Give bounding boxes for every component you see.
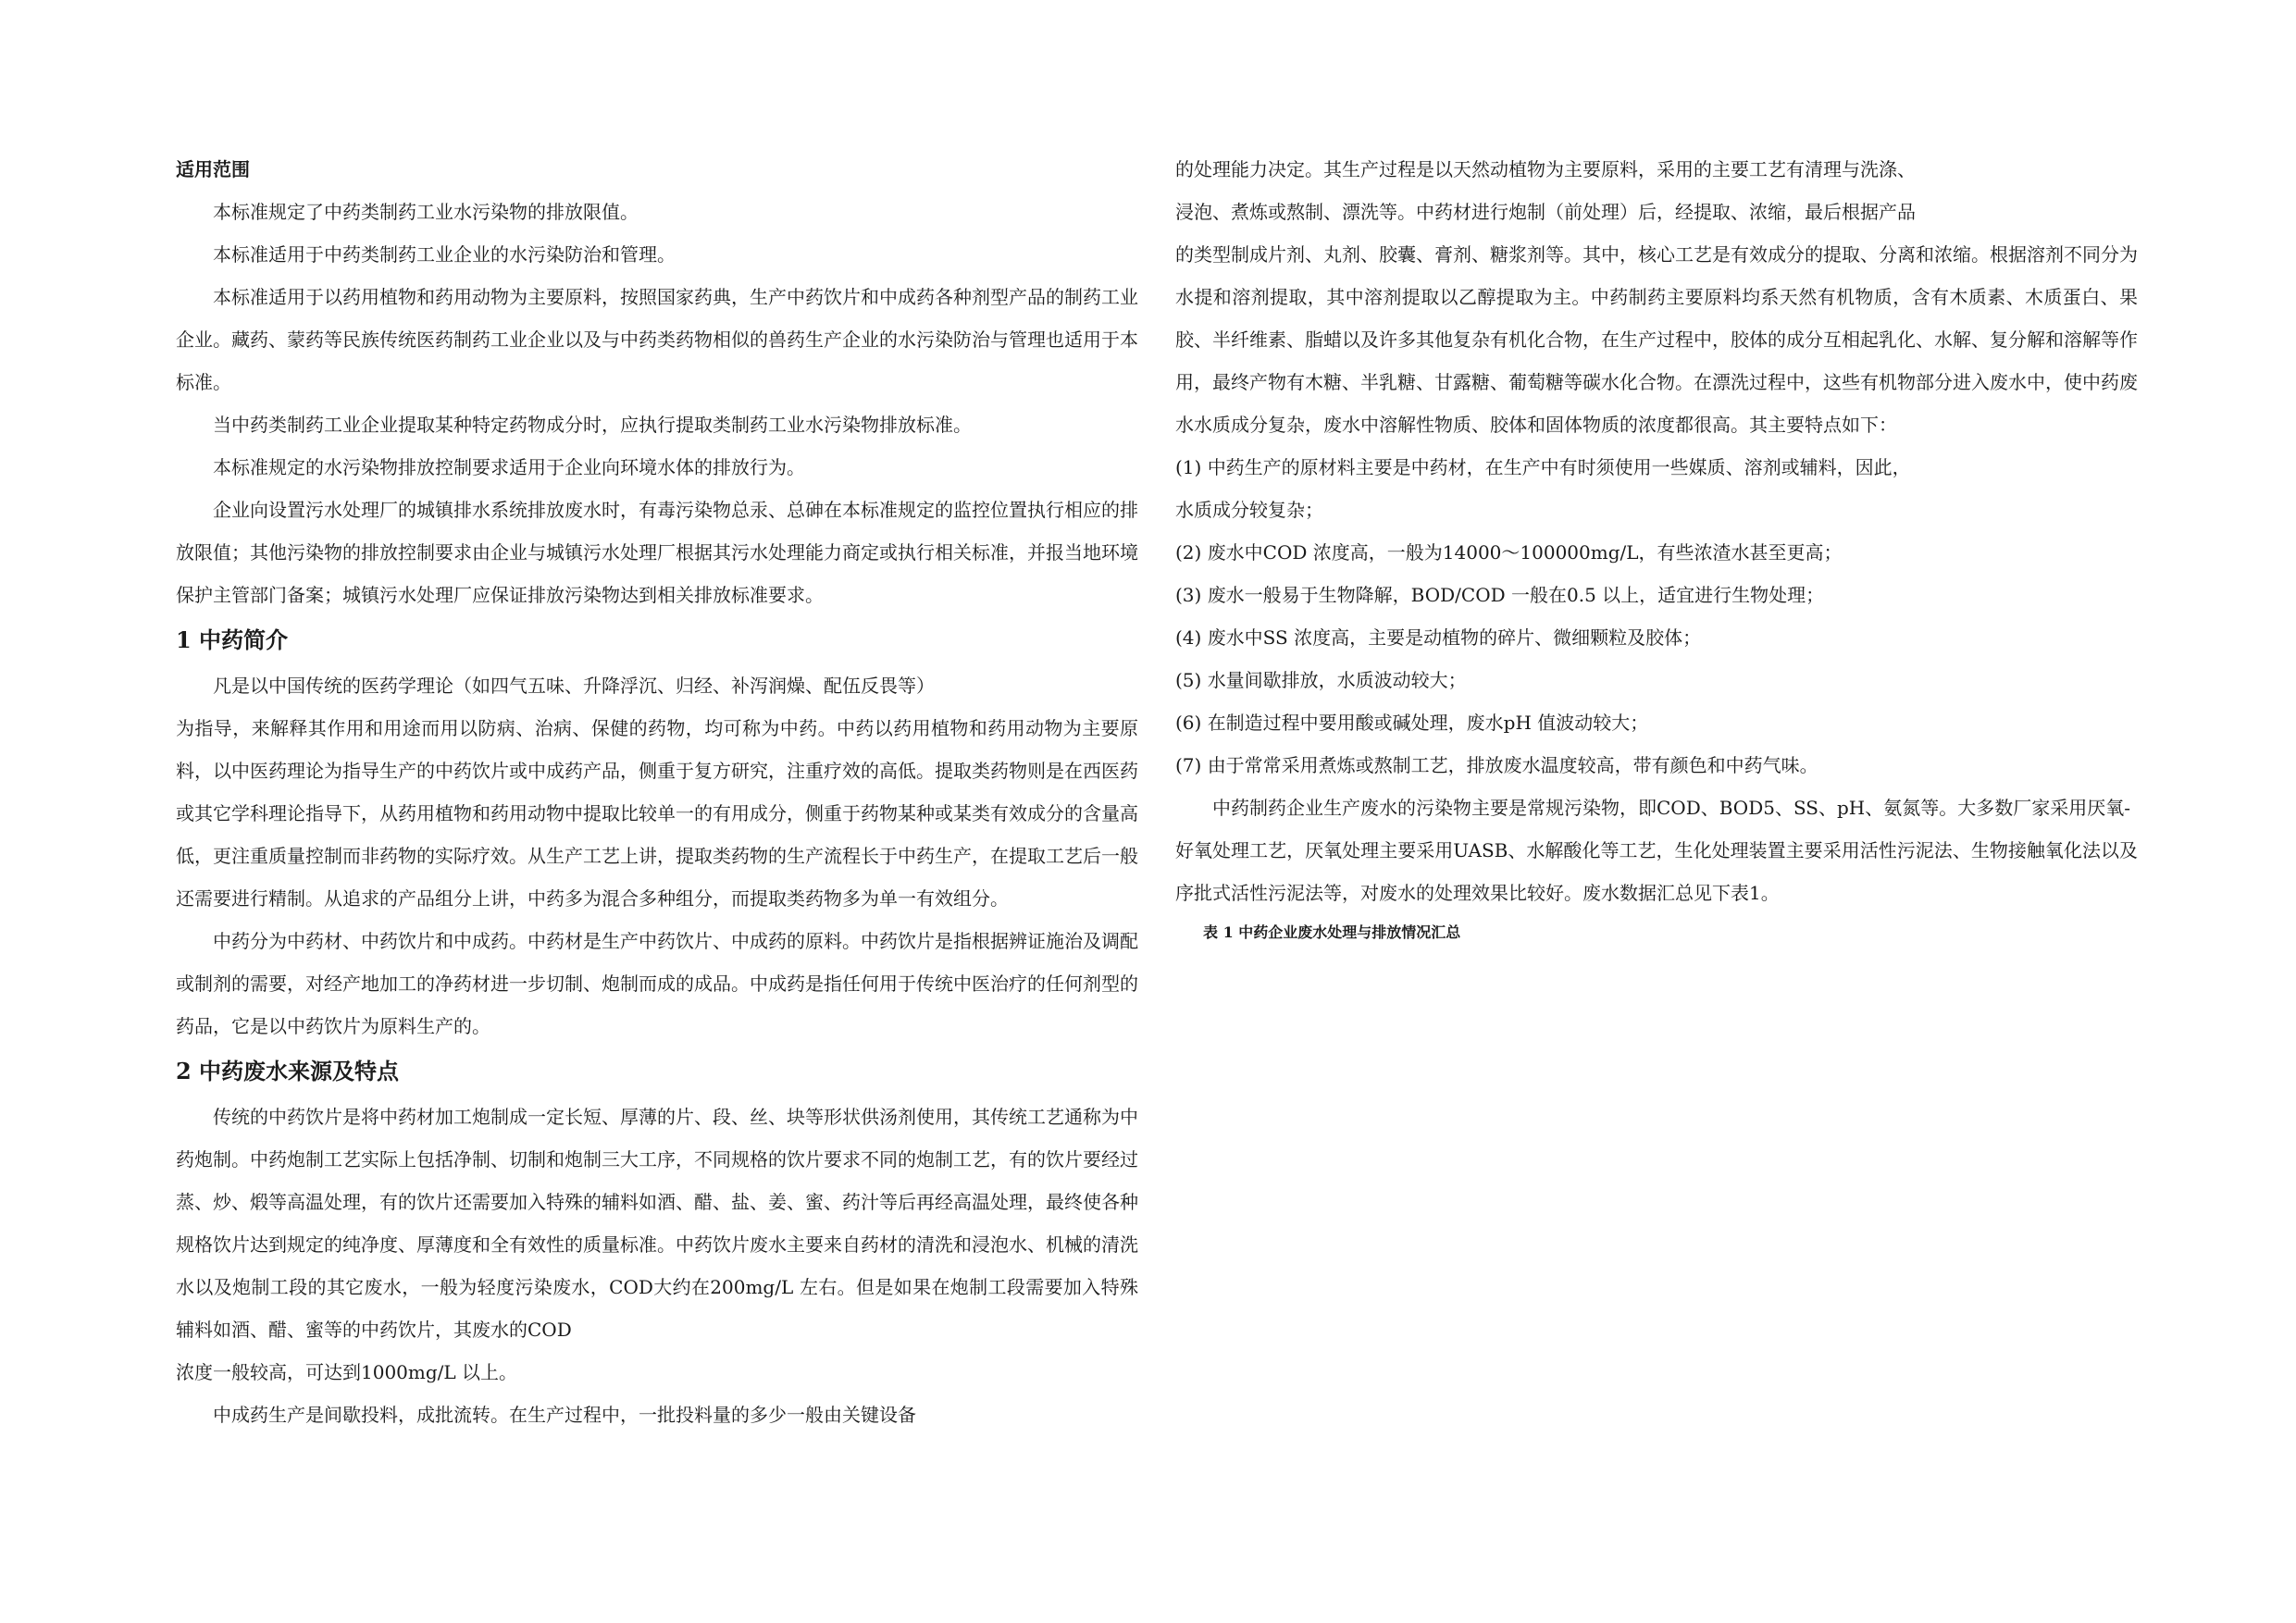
scope-paragraph: 企业向设置污水处理厂的城镇排水系统排放废水时，有毒污染物总汞、总砷在本标准规定的监控位置执行相应的排放限值；其他污染物的排放控制要求由企业与城镇污水处理厂根据其污水处理能力商定或执行相关标准，并报当地环境保护主管部门备案；城镇污水处理厂应保证排放污染物达到相关排放标准要求。 — [176, 499, 1138, 606]
process-line: 浸泡、煮炼或熬制、漂洗等。中药材进行炮制（前处理）后，经提取、浓缩，最后根据产品 — [1175, 201, 1916, 223]
feature-item: (3) 废水一般易于生物降解，BOD/COD 一般在0.5 以上，适宜进行生物处理； — [1175, 584, 1825, 606]
left-column — [176, 148, 1138, 1436]
table-caption: 表 1 中药企业废水处理与排放情况汇总 — [1203, 923, 1461, 941]
feature-item: (5) 水量间歇排放，水质波动较大； — [1175, 669, 1467, 691]
intro-paragraph: 为指导，来解释其作用和用途而用以防病、治病、保健的药物，均可称为中药。中药以药用植物和药用动物为主要原料，以中医药理论为指导生产的中药饮片或中成药产品，侧重于复方研究，注重疗效的高低。提取类药物则是在西医药或其它学科理论指导下，从药用植物和药用动物中提取比较单一的有用成分，侧重于药物某种或某类有效成分的含量高低，更注重质量控制而非药物的实际疗效。从生产工艺上讲，提取类药物的生产流程长于中药生产，在提取工艺后一般还需要进行精制。从追求的产品组分上讲，中药多为混合多种组分，而提取类药物多为单一有效组分。 — [176, 717, 1138, 910]
scope-paragraph: 本标准规定的水污染物排放控制要求适用于企业向环境水体的排放行为。 — [213, 456, 805, 478]
process-paragraph: 的类型制成片剂、丸剂、胶囊、膏剂、糖浆剂等。其中，核心工艺是有效成分的提取、分离和浓缩。根据溶剂不同分为水提和溶剂提取，其中溶剂提取以乙醇提取为主。中药制药主要原料均系天然有机物质，含有木质素、木质蛋白、果胶、半纤维素、脂蜡以及许多其他复杂有机化合物，在生产过程中，胶体的成分互相起乳化、水解、复分解和溶解等作用，最终产物有木糖、半乳糖、甘露糖、葡萄糖等碳水化合物。在漂洗过程中，这些有机物部分进入废水中，使中药废水水质成分复杂，废水中溶解性物质、胶体和固体物质的浓度都很高。其主要特点如下： — [1175, 243, 2138, 436]
scope-paragraph: 当中药类制药工业企业提取某种特定药物成分时，应执行提取类制药工业水污染物排放标准。 — [213, 414, 972, 436]
feature-item: (4) 废水中SS 浓度高，主要是动植物的碎片、微细颗粒及胶体； — [1175, 626, 1702, 649]
pollutant-paragraph-cont: 好氧处理工艺，厌氧处理主要采用UASB、水解酸化等工艺，生化处理装置主要采用活性污泥法、生物接触氧化法以及序批式活性污泥法等，对废水的处理效果比较好。废水数据汇总见下表1。 — [1175, 839, 2138, 904]
scope-paragraph: 本标准适用于中药类制药工业企业的水污染防治和管理。 — [213, 243, 676, 266]
intro-paragraph-2: 中药分为中药材、中药饮片和中成药。中药材是生产中药饮片、中成药的原料。中药饮片是指根据辨证施治及调配或制剂的需要，对经产地加工的净药材进一步切制、炮制而成的成品。中成药是指任何用于传统中医治疗的任何剂型的药品，它是以中药饮片为原料生产的。 — [176, 930, 1138, 1037]
scope-paragraph: 本标准规定了中药类制药工业水污染物的排放限值。 — [213, 201, 639, 223]
section-heading-1: 1 中药简介 — [176, 626, 289, 653]
source-paragraph-2: 中成药生产是间歇投料，成批流转。在生产过程中，一批投料量的多少一般由关键设备 — [213, 1404, 916, 1426]
feature-item: (6) 在制造过程中要用酸或碱处理，废水pH 值波动较大； — [1175, 712, 1649, 734]
process-line: 的处理能力决定。其生产过程是以天然动植物为主要原料，采用的主要工艺有清理与洗涤、 — [1175, 158, 1916, 180]
source-paragraph: 传统的中药饮片是将中药材加工炮制成一定长短、厚薄的片、段、丝、块等形状供汤剂使用，其传统工艺通称为中药炮制。中药炮制工艺实际上包括净制、切制和炮制三大工序，不同规格的饮片要求不同的炮制工艺，有的饮片要经过蒸、炒、煅等高温处理，有的饮片还需要加入特殊的辅料如酒、醋、盐、姜、蜜、药汁等后再经高温处理，最终使各种规格饮片达到规定的纯净度、厚薄度和全有效性的质量标准。中药饮片废水主要来自药材的清洗和浸泡水、机械的清洗水以及炮制工段的其它废水，一般为轻度污染废水，COD大约在200mg/L 左右。但是如果在炮制工段需要加入特殊辅料如酒、醋、蜜等的中药饮片，其废水的COD — [176, 1106, 1138, 1341]
feature-item-cont: 水质成分较复杂； — [1175, 499, 1323, 521]
scope-paragraph: 本标准适用于以药用植物和药用动物为主要原料，按照国家药典，生产中药饮片和中成药各种剂型产品的制药工业企业。藏药、蒙药等民族传统医药制药工业企业以及与中药类药物相似的兽药生产企业的水污染防治与管理也适用于本标准。 — [176, 286, 1138, 393]
source-paragraph-end: 浓度一般较高，可达到1000mg/L 以上。 — [176, 1361, 518, 1383]
intro-lead: 凡是以中国传统的医药学理论（如四气五味、升降浮沉、归经、补泻润燥、配伍反畏等） — [213, 675, 935, 697]
right-column — [1175, 148, 2138, 951]
section-heading-2: 2 中药废水来源及特点 — [176, 1058, 400, 1084]
feature-item: (2) 废水中COD 浓度高，一般为14000～100000mg/L，有些浓渣水甚至更高； — [1175, 541, 1843, 564]
pollutant-paragraph: 中药制药企业生产废水的污染物主要是常规污染物，即COD、BOD5、SS、pH、氨氮等。大多数厂家采用厌氧- — [1212, 797, 2131, 819]
feature-item: (1) 中药生产的原材料主要是中药材，在生产中有时须使用一些媒质、溶剂或辅料，因此， — [1175, 456, 1911, 478]
feature-item: (7) 由于常常采用煮炼或熬制工艺，排放废水温度较高，带有颜色和中药气味。 — [1175, 754, 1818, 776]
scope-heading: 适用范围 — [176, 158, 250, 180]
